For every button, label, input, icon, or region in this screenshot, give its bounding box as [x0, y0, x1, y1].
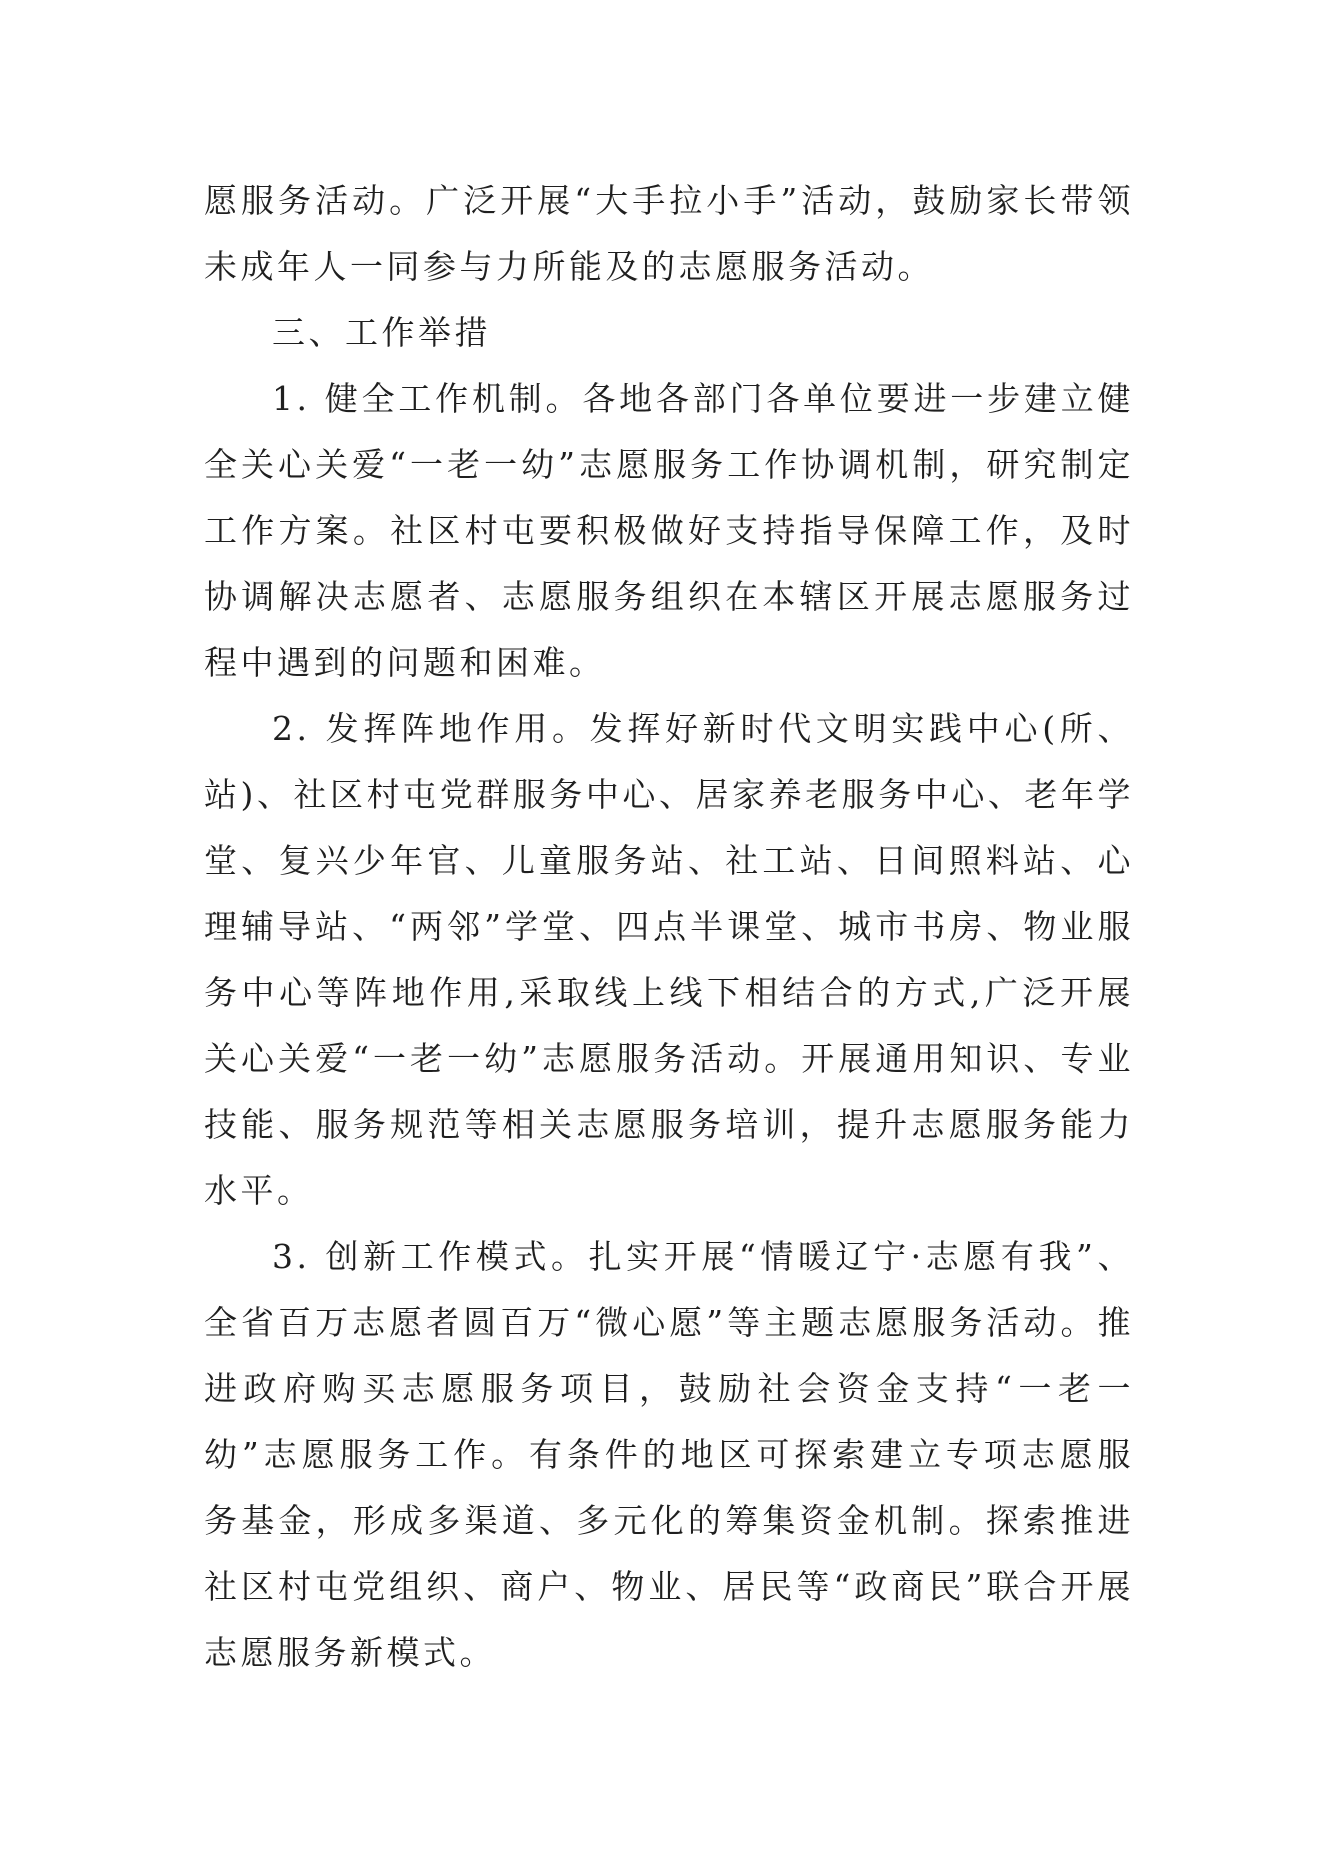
- measure-item-2: 2. 发挥阵地作用。发挥好新时代文明实践中心(所、站)、社区村屯党群服务中心、居家养老服务中心、老年学堂、复兴少年官、儿童服务站、社工站、日间照料站、心理辅导站、“两邻”学堂、四点半课堂、城市书房、物业服务中心等阵地作用,采取线上线下相结合的方式,广泛开展关心关爱“一老一幼”志愿服务活动。开展通用知识、专业技能、服务规范等相关志愿服务培训，提升志愿服务能力水平。: [204, 709, 1134, 1210]
- section-heading: 三、工作举措: [272, 313, 491, 352]
- measure-item-3: 3. 创新工作模式。扎实开展“情暖辽宁·志愿有我”、全省百万志愿者圆百万“微心愿”等主题志愿服务活动。推进政府购买志愿服务项目，鼓励社会资金支持“一老一幼”志愿服务工作。有条件的地区可探索建立专项志愿服务基金，形成多渠道、多元化的筹集资金机制。探索推进社区村屯党组织、商户、物业、居民等“政商民”联合开展志愿服务新模式。: [204, 1237, 1134, 1672]
- measure-item-1: 1. 健全工作机制。各地各部门各单位要进一步建立健全关心关爱“一老一幼”志愿服务工作协调机制，研究制定工作方案。社区村屯要积极做好支持指导保障工作，及时协调解决志愿者、志愿服务组织在本辖区开展志愿服务过程中遇到的问题和困难。: [204, 379, 1134, 682]
- document-page: [204, 168, 1134, 1686]
- paragraph-continuation: 愿服务活动。广泛开展“大手拉小手”活动，鼓励家长带领未成年人一同参与力所能及的志愿服务活动。: [204, 181, 1134, 286]
